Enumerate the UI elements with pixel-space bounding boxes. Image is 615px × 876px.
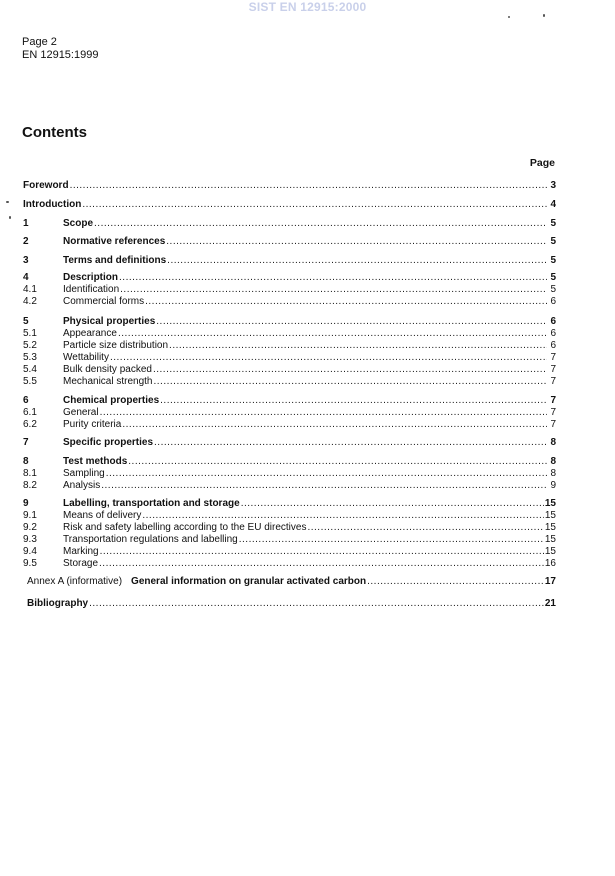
toc-number: 5 (23, 316, 29, 327)
toc-page-number: 16 (544, 558, 556, 569)
toc-number: 5.4 (23, 364, 37, 375)
toc-page-number: 6 (550, 340, 556, 351)
toc-page-number: 5 (550, 255, 556, 266)
toc-page-number: 15 (544, 546, 556, 557)
dot-leader (241, 498, 544, 509)
dot-leader (89, 598, 544, 609)
toc-label: Test methods (63, 456, 128, 467)
toc-label: Analysis (63, 480, 101, 491)
toc-label: Specific properties (63, 437, 154, 448)
toc-label: Transportation regulations and labelling (63, 534, 238, 545)
toc-page-number: 8 (550, 468, 556, 479)
toc-label: Foreword (23, 180, 69, 191)
toc-entry[interactable] (23, 480, 556, 493)
dot-leader (160, 395, 547, 406)
toc-entry[interactable] (23, 218, 556, 231)
toc-number: 5.1 (23, 328, 37, 339)
annex-lead: Annex A (informative) (27, 576, 123, 587)
toc-number: 9.4 (23, 546, 37, 557)
dot-leader (128, 456, 547, 467)
toc-label: Wettability (63, 352, 109, 363)
dot-leader (169, 340, 547, 351)
page-title: Contents (22, 124, 87, 141)
dot-leader (100, 407, 547, 418)
toc-label: Marking (63, 546, 99, 557)
toc-page-number: 15 (544, 510, 556, 521)
toc-page-number: 4 (550, 199, 556, 210)
toc-number: 3 (23, 255, 29, 266)
toc-label: Chemical properties (63, 395, 160, 406)
toc-page-number: 7 (550, 395, 556, 406)
dot-leader (154, 437, 547, 448)
toc-number: 4 (23, 272, 29, 283)
toc-page-number: 5 (550, 272, 556, 283)
watermark: SIST EN 12915:2000 (248, 0, 367, 14)
dot-leader (167, 255, 547, 266)
toc-number: 5.2 (23, 340, 37, 351)
toc-number: 7 (23, 437, 29, 448)
toc-number: 9 (23, 498, 29, 509)
dot-leader (156, 316, 547, 327)
toc-label: Particle size distribution (63, 340, 169, 351)
toc-label: Normative references (63, 236, 166, 247)
toc-page-number: 15 (544, 534, 556, 545)
toc-page-number: 8 (550, 437, 556, 448)
scan-mark (6, 201, 9, 203)
toc-page-number: 5 (550, 218, 556, 229)
dot-leader (101, 480, 547, 491)
toc-number: 5.5 (23, 376, 37, 387)
toc-page-number: 5 (550, 236, 556, 247)
toc-entry[interactable] (23, 255, 556, 268)
toc-number: 1 (23, 218, 29, 229)
toc-label: Bulk density packed (63, 364, 152, 375)
toc-label: Commercial forms (63, 296, 145, 307)
toc-label: Terms and definitions (63, 255, 167, 266)
toc-number: 6 (23, 395, 29, 406)
dot-leader (239, 534, 544, 545)
toc-number: 4.1 (23, 284, 37, 295)
page-header (22, 36, 98, 62)
toc-page-number: 15 (544, 522, 556, 533)
toc-page-number: 9 (550, 480, 556, 491)
toc-page-number: 7 (550, 407, 556, 418)
dot-leader (70, 180, 547, 191)
toc-number: 4.2 (23, 296, 37, 307)
toc-label: Mechanical strength (63, 376, 153, 387)
dot-leader (119, 272, 547, 283)
dot-leader (145, 296, 547, 307)
toc-label: Risk and safety labelling according to the EU directives (63, 522, 307, 533)
toc-page-number: 6 (550, 316, 556, 327)
toc-entry-annex[interactable] (27, 576, 556, 589)
bibliography-page-number: 21 (544, 598, 556, 609)
dot-leader (99, 558, 544, 569)
dot-leader (166, 236, 547, 247)
dot-leader (118, 328, 547, 339)
toc-page-number: 7 (550, 419, 556, 430)
dot-leader (94, 218, 547, 229)
toc-entry[interactable] (23, 437, 556, 450)
toc-label: Storage (63, 558, 99, 569)
toc-entry[interactable] (23, 376, 556, 389)
toc-number: 2 (23, 236, 29, 247)
toc-label: Sampling (63, 468, 105, 479)
toc-entry-bibliography[interactable] (27, 598, 556, 611)
dot-leader (307, 522, 543, 533)
toc-number: 9.2 (23, 522, 37, 533)
toc-page-number: 7 (550, 376, 556, 387)
scan-mark (508, 16, 510, 18)
dot-leader (110, 352, 547, 363)
toc-page-number: 5 (550, 284, 556, 295)
scan-mark (9, 216, 11, 219)
toc-entry[interactable] (23, 180, 556, 193)
toc-number: 6.1 (23, 407, 37, 418)
toc-number: 9.3 (23, 534, 37, 545)
toc-label: Scope (63, 218, 94, 229)
toc-number: 8.1 (23, 468, 37, 479)
toc-entry[interactable] (23, 199, 556, 212)
dot-leader (82, 199, 547, 210)
dot-leader (100, 546, 544, 557)
toc-number: 8 (23, 456, 29, 467)
toc-entry[interactable] (23, 236, 556, 249)
annex-page-number: 17 (544, 576, 556, 587)
toc-label: Description (63, 272, 119, 283)
toc-label: Appearance (63, 328, 117, 339)
scan-mark (543, 14, 545, 17)
toc-entry[interactable] (23, 419, 556, 432)
toc-page-number: 7 (550, 364, 556, 375)
dot-leader (142, 510, 544, 521)
toc-page-number: 6 (550, 328, 556, 339)
page-number: Page 2 (22, 36, 57, 48)
toc-page-number: 15 (544, 498, 556, 509)
toc-page-number: 6 (550, 296, 556, 307)
dot-leader (153, 364, 547, 375)
toc-number: 9.1 (23, 510, 37, 521)
standard-id: EN 12915:1999 (22, 49, 99, 61)
toc-page-number: 8 (550, 456, 556, 467)
toc-number: 5.3 (23, 352, 37, 363)
bibliography-label: Bibliography (27, 598, 89, 609)
toc-label: Means of delivery (63, 510, 142, 521)
dot-leader (120, 284, 547, 295)
dot-leader (367, 576, 544, 587)
annex-label: General information on granular activated carbon (131, 576, 367, 587)
toc-entry[interactable] (23, 296, 556, 309)
dot-leader (154, 376, 548, 387)
toc-page-number: 7 (550, 352, 556, 363)
toc-label: Labelling, transportation and storage (63, 498, 240, 509)
toc-number: 8.2 (23, 480, 37, 491)
dot-leader (106, 468, 547, 479)
toc-number: 6.2 (23, 419, 37, 430)
toc-label: Introduction (23, 199, 82, 210)
toc-page-number: 3 (550, 180, 556, 191)
toc-label: Purity criteria (63, 419, 122, 430)
page-column-heading: Page (529, 157, 555, 169)
toc-number: 9.5 (23, 558, 37, 569)
toc-label: General (63, 407, 99, 418)
dot-leader (122, 419, 547, 430)
toc-entry[interactable] (23, 558, 556, 571)
toc-label: Physical properties (63, 316, 156, 327)
toc-label: Identification (63, 284, 120, 295)
